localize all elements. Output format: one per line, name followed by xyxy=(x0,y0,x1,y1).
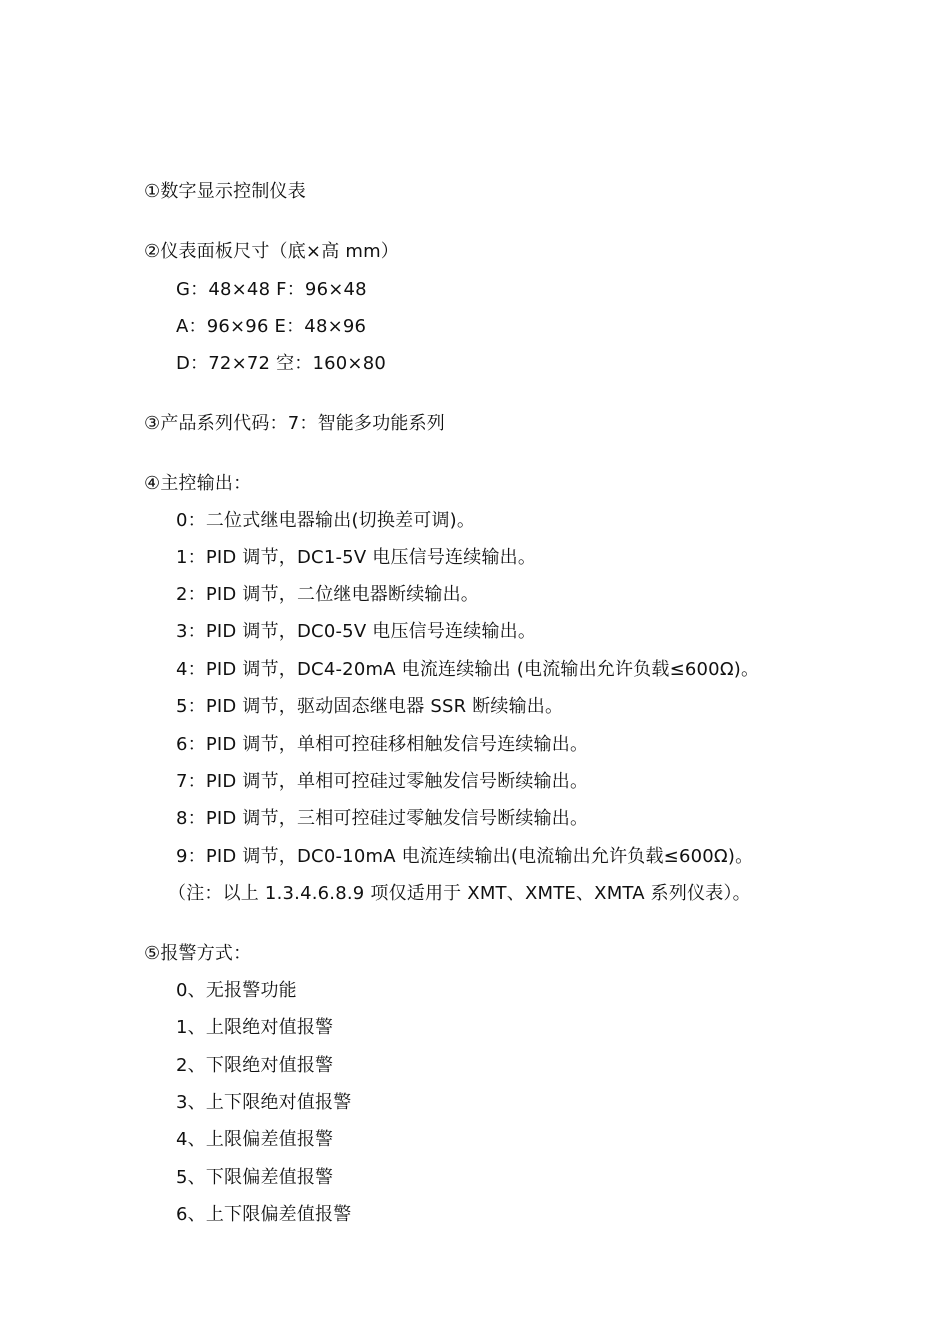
panel-size-item: G：48×48 F：96×48 xyxy=(176,279,367,300)
section-heading-series-code: ③产品系列代码：7：智能多功能系列 xyxy=(144,413,445,434)
panel-size-item: D：72×72 空：160×80 xyxy=(176,353,387,374)
section-heading-alarm-mode: ⑤报警方式： xyxy=(144,943,252,964)
main-output-item: 4：PID 调节，DC4-20mA 电流连续输出 (电流输出允许负载≤600Ω)。 xyxy=(176,659,760,680)
alarm-mode-item: 6、上下限偏差值报警 xyxy=(176,1204,352,1225)
main-output-item: 9：PID 调节，DC0-10mA 电流连续输出(电流输出允许负载≤600Ω)。 xyxy=(176,846,754,867)
alarm-mode-item: 2、下限绝对值报警 xyxy=(176,1055,334,1076)
main-output-item: 2：PID 调节，二位继电器断续输出。 xyxy=(176,584,479,605)
alarm-mode-item: 4、上限偏差值报警 xyxy=(176,1129,334,1150)
main-output-item: 6：PID 调节，单相可控硅移相触发信号连续输出。 xyxy=(176,734,589,755)
main-output-item: 1：PID 调节，DC1-5V 电压信号连续输出。 xyxy=(176,547,537,568)
section-heading-main-output: ④主控输出： xyxy=(144,473,252,494)
alarm-mode-item: 3、上下限绝对值报警 xyxy=(176,1092,352,1113)
alarm-mode-item: 5、下限偏差值报警 xyxy=(176,1167,334,1188)
panel-size-item: A：96×96 E：48×96 xyxy=(176,316,367,337)
main-output-item: 8：PID 调节，三相可控硅过零触发信号断续输出。 xyxy=(176,808,589,829)
alarm-mode-item: 1、上限绝对值报警 xyxy=(176,1017,334,1038)
main-output-item: 5：PID 调节，驱动固态继电器 SSR 断续输出。 xyxy=(176,696,564,717)
alarm-mode-item: 0、无报警功能 xyxy=(176,980,297,1001)
section-heading-display-instrument: ①数字显示控制仪表 xyxy=(144,181,306,202)
main-output-note: （注：以上 1.3.4.6.8.9 项仅适用于 XMT、XMTE、XMTA 系列仪表）。 xyxy=(168,883,751,904)
main-output-item: 0：二位式继电器输出(切换差可调)。 xyxy=(176,510,476,531)
main-output-item: 3：PID 调节，DC0-5V 电压信号连续输出。 xyxy=(176,621,537,642)
section-heading-panel-size: ②仪表面板尺寸（底×高 mm） xyxy=(144,241,400,262)
main-output-item: 7：PID 调节，单相可控硅过零触发信号断续输出。 xyxy=(176,771,589,792)
